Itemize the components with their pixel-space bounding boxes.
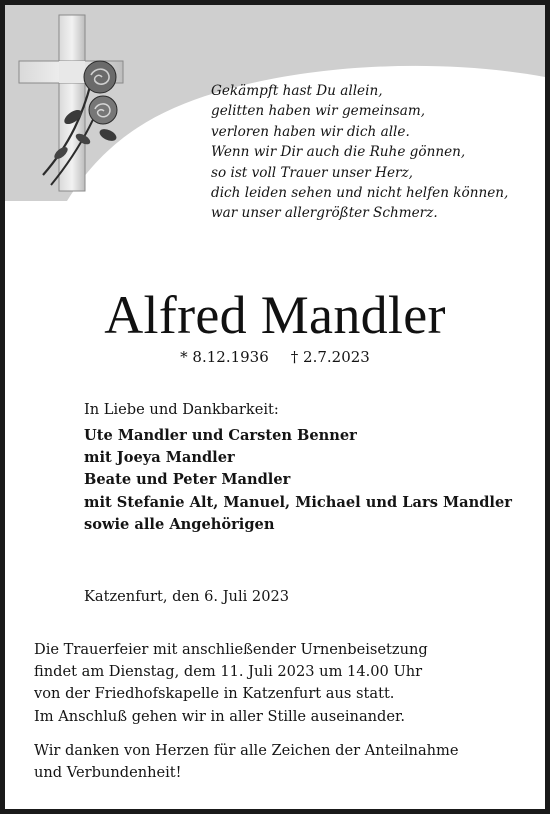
life-dates (5, 346, 545, 368)
mourner-line: Beate und Peter Mandler (84, 471, 291, 489)
cross-with-roses-icon (13, 13, 133, 193)
poem-line: Gekämpft hast Du allein, (211, 83, 383, 99)
ceremony-info (34, 639, 428, 728)
thanks-note (34, 740, 459, 784)
death-date: † 2.7.2023 (290, 348, 370, 366)
ceremony-line: Im Anschluß gehen wir in aller Stille auseinander. (34, 707, 406, 725)
ceremony-line: Die Trauerfeier mit anschließender Urnenbeisetzung (34, 641, 428, 658)
poem-line: so ist voll Trauer unser Herz, (211, 164, 413, 181)
birth-date: * 8.12.1936 (180, 348, 269, 366)
poem-line: verloren haben wir dich alle. (211, 123, 410, 140)
mourner-line: mit Stefanie Alt, Manuel, Michael und Lars Mandler (84, 493, 512, 511)
memorial-poem (211, 81, 541, 224)
ceremony-line: findet am Dienstag, dem 11. Juli 2023 um 14.00 Uhr (34, 663, 423, 681)
mourners-list (84, 425, 512, 536)
poem-line: Wenn wir Dir auch die Ruhe gönnen, (211, 144, 466, 161)
thanks-line: Wir danken von Herzen für alle Zeichen der Anteilnahme (34, 742, 459, 759)
mourner-line: Ute Mandler und Carsten Benner (84, 427, 357, 444)
mourner-line: mit Joeya Mandler (84, 449, 235, 467)
poem-line: war unser allergrößter Schmerz. (211, 205, 438, 222)
ceremony-line: von der Friedhofskapelle in Katzenfurt aus statt. (34, 685, 395, 703)
deceased-name: Alfred Mandler (104, 285, 446, 345)
mourner-line: sowie alle Angehörigen (84, 515, 275, 533)
poem-line: dich leiden sehen und nicht helfen können, (211, 185, 509, 202)
mourners-intro: In Liebe und Dankbarkeit: (84, 401, 279, 418)
thanks-line: und Verbundenheit! (34, 764, 182, 782)
place-and-date: Katzenfurt, den 6. Juli 2023 (84, 588, 290, 605)
poem-line: gelitten haben wir gemeinsam, (211, 103, 426, 120)
